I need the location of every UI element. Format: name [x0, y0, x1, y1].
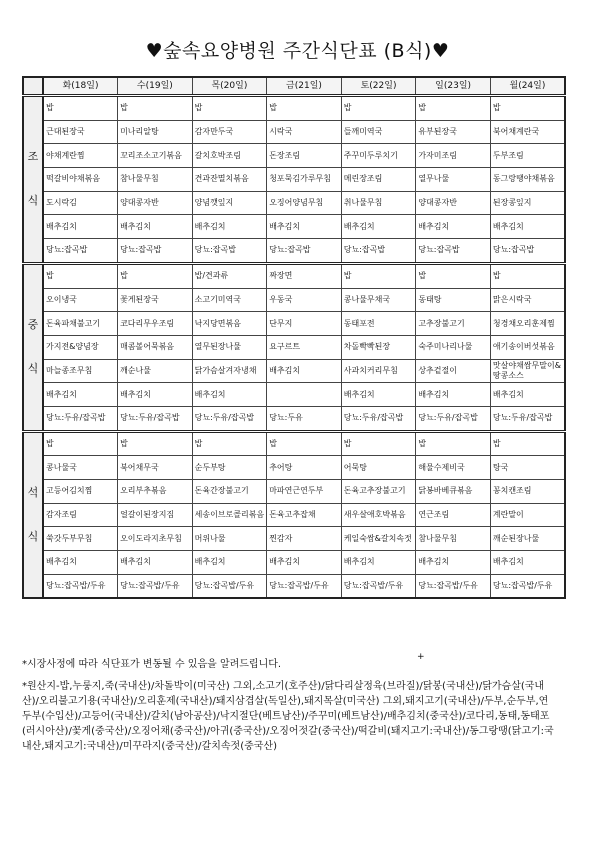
- menu-cell: 해물수제비국: [416, 456, 491, 480]
- menu-cell: 밥: [416, 96, 491, 121]
- menu-cell: 돈육간장불고기: [192, 480, 267, 504]
- menu-cell: 배추김치: [43, 215, 118, 239]
- menu-cell: 된장콩잎지: [490, 191, 565, 215]
- menu-cell: 콩나물무채국: [341, 288, 416, 312]
- menu-cell: 밥: [490, 431, 565, 456]
- menu-cell: 돈육고추잡채: [267, 503, 342, 527]
- meal-row: [23, 215, 565, 239]
- plus-marker: +: [417, 652, 425, 662]
- menu-cell: 견과잔멸치볶음: [192, 168, 267, 192]
- menu-cell: 배추김치: [43, 383, 118, 407]
- menu-cell: 매콤볼어묵볶음: [118, 335, 193, 359]
- menu-cell: 취나물무침: [341, 191, 416, 215]
- menu-cell: 배추김치: [416, 215, 491, 239]
- menu-cell: 배추김치: [192, 551, 267, 575]
- menu-cell: 연근조림: [416, 503, 491, 527]
- day-header-row: [23, 77, 565, 96]
- menu-cell: 당뇨:잡곡밥: [192, 239, 267, 264]
- menu-cell: 배추김치: [118, 551, 193, 575]
- menu-cell: 당뇨:잡곡밥: [341, 239, 416, 264]
- menu-cell: 주꾸미두루치기: [341, 144, 416, 168]
- menu-cell: 당뇨:두유/잡곡밥: [43, 406, 118, 431]
- menu-cell: 당뇨:잡곡밥: [490, 239, 565, 264]
- menu-cell: 감자만두국: [192, 120, 267, 144]
- menu-cell: 꽁치캔조림: [490, 480, 565, 504]
- meal-label: 조 식: [23, 96, 43, 264]
- menu-cell: 차돌빡빡된장: [341, 335, 416, 359]
- menu-cell: 배추김치: [118, 383, 193, 407]
- menu-cell: 북어채계란국: [490, 120, 565, 144]
- page-title: ♥숲속요양병원 주간식단표 (B식)♥: [145, 40, 450, 62]
- menu-cell: 마파연근연두부: [267, 480, 342, 504]
- menu-cell: 밥: [267, 431, 342, 456]
- day-header: 목(20일): [192, 77, 267, 96]
- menu-cell: 애기송이버섯볶음: [490, 335, 565, 359]
- menu-cell: 꽃게된장국: [118, 288, 193, 312]
- menu-cell: [267, 383, 342, 407]
- menu-cell: 당뇨:잡곡밥/두유: [118, 574, 193, 598]
- meal-row: [23, 144, 565, 168]
- menu-cell: 밥: [416, 263, 491, 288]
- menu-cell: 열무나물: [416, 168, 491, 192]
- meal-row: [23, 503, 565, 527]
- menu-cell: 오징어양념무침: [267, 191, 342, 215]
- menu-cell: 미나리알탕: [118, 120, 193, 144]
- menu-cell: 코다리무우조림: [118, 312, 193, 336]
- menu-cell: 밥: [416, 431, 491, 456]
- menu-cell: 순두부탕: [192, 456, 267, 480]
- menu-cell: 배추김치: [490, 383, 565, 407]
- menu-cell: 배추김치: [118, 215, 193, 239]
- menu-cell: 배추김치: [267, 359, 342, 383]
- menu-cell: 배추김치: [416, 383, 491, 407]
- menu-cell: 돈장조림: [267, 144, 342, 168]
- meal-row: [23, 527, 565, 551]
- menu-cell: 밥: [267, 96, 342, 121]
- menu-cell: 밥: [192, 96, 267, 121]
- menu-cell: 배추김치: [43, 551, 118, 575]
- menu-cell: 양대콩자반: [118, 191, 193, 215]
- day-header: 월(24일): [490, 77, 565, 96]
- menu-cell: 유부된장국: [416, 120, 491, 144]
- menu-cell: 당뇨:잡곡밥/두유: [341, 574, 416, 598]
- menu-cell: 숙주미나리나물: [416, 335, 491, 359]
- menu-cell: 밥: [192, 431, 267, 456]
- menu-cell: 밥: [118, 96, 193, 121]
- meal-row: [23, 168, 565, 192]
- menu-cell: 당뇨:잡곡밥: [118, 239, 193, 264]
- meal-label: 석 식: [23, 431, 43, 598]
- meal-row: [23, 431, 565, 456]
- meal-row: [23, 263, 565, 288]
- menu-cell: 근대된장국: [43, 120, 118, 144]
- menu-cell: 돈육고추장불고기: [341, 480, 416, 504]
- menu-cell: 배추김치: [341, 215, 416, 239]
- menu-cell: 배추김치: [490, 215, 565, 239]
- menu-cell: 당뇨:두유/잡곡밥: [416, 406, 491, 431]
- meal-row: [23, 288, 565, 312]
- meal-row: [23, 551, 565, 575]
- menu-cell: 세송이브로콜리볶음: [192, 503, 267, 527]
- menu-cell: 맛살야채쌈무말이&땅콩소스: [490, 359, 565, 383]
- menu-cell: 콩나물국: [43, 456, 118, 480]
- menu-cell: 밥: [490, 263, 565, 288]
- meal-row: [23, 335, 565, 359]
- menu-cell: 동태포전: [341, 312, 416, 336]
- menu-cell: 얼갈이된장지짐: [118, 503, 193, 527]
- menu-cell: 감자조림: [43, 503, 118, 527]
- menu-cell: 배추김치: [341, 551, 416, 575]
- notice-text: *시장사정에 따라 식단표가 변동될 수 있음을 알려드립니다.: [22, 659, 282, 670]
- menu-cell: 닭가슴살겨자냉채: [192, 359, 267, 383]
- day-header: 화(18일): [43, 77, 118, 96]
- menu-cell: 오이도라지초무침: [118, 527, 193, 551]
- menu-cell: 당뇨:잡곡밥/두유: [267, 574, 342, 598]
- menu-cell: 당뇨:잡곡밥: [267, 239, 342, 264]
- menu-cell: 두부조림: [490, 144, 565, 168]
- menu-cell: 밥/견과류: [192, 263, 267, 288]
- meal-row: [23, 480, 565, 504]
- menu-cell: 추어탕: [267, 456, 342, 480]
- menu-cell: 오리부추볶음: [118, 480, 193, 504]
- menu-cell: 밥: [490, 96, 565, 121]
- menu-cell: 마늘종조무침: [43, 359, 118, 383]
- notes: [22, 657, 554, 761]
- menu-cell: 고추장불고기: [416, 312, 491, 336]
- menu-cell: 밥: [341, 263, 416, 288]
- meal-row: [23, 312, 565, 336]
- menu-cell: 닭봉바베큐볶음: [416, 480, 491, 504]
- menu-cell: 당뇨:잡곡밥/두유: [192, 574, 267, 598]
- day-header: 일(23일): [416, 77, 491, 96]
- menu-cell: 떡갈비야채볶음: [43, 168, 118, 192]
- menu-cell: 요구르트: [267, 335, 342, 359]
- menu-cell: 당뇨:잡곡밥/두유: [490, 574, 565, 598]
- menu-cell: 갈치호박조림: [192, 144, 267, 168]
- menu-cell: 배추김치: [341, 383, 416, 407]
- menu-cell: 당뇨:두유/잡곡밥: [341, 406, 416, 431]
- menu-cell: 어묵탕: [341, 456, 416, 480]
- menu-cell: 동그랑땡야채볶음: [490, 168, 565, 192]
- menu-cell: 청경채오리훈제찜: [490, 312, 565, 336]
- menu-cell: 상추겉절이: [416, 359, 491, 383]
- menu-cell: 배추김치: [416, 551, 491, 575]
- day-header: 금(21일): [267, 77, 342, 96]
- meal-label: 중 식: [23, 263, 43, 431]
- menu-cell: 도시락김: [43, 191, 118, 215]
- menu-cell: 당뇨:두유/잡곡밥: [490, 406, 565, 431]
- menu-cell: 밥: [341, 431, 416, 456]
- menu-cell: 당뇨:두유/잡곡밥: [118, 406, 193, 431]
- menu-cell: 밥: [118, 263, 193, 288]
- menu-cell: 참나물무침: [416, 527, 491, 551]
- meal-row: [23, 456, 565, 480]
- meal-row: [23, 383, 565, 407]
- menu-cell: 동태탕: [416, 288, 491, 312]
- menu-cell: 야채계란찜: [43, 144, 118, 168]
- menu-cell: 오이냉국: [43, 288, 118, 312]
- menu-cell: 단무지: [267, 312, 342, 336]
- day-header: 수(19일): [118, 77, 193, 96]
- menu-cell: 케일숙쌈&갈치속젓: [341, 527, 416, 551]
- menu-cell: 참나물무침: [118, 168, 193, 192]
- menu-cell: 맑은시락국: [490, 288, 565, 312]
- menu-cell: 밥: [118, 431, 193, 456]
- menu-cell: 들깨미역국: [341, 120, 416, 144]
- menu-cell: 머위나물: [192, 527, 267, 551]
- menu-cell: 양대콩자반: [416, 191, 491, 215]
- menu-cell: 낙지당면볶음: [192, 312, 267, 336]
- meal-row: [23, 359, 565, 383]
- menu-cell: 당뇨:잡곡밥/두유: [43, 574, 118, 598]
- menu-cell: 당뇨:잡곡밥: [416, 239, 491, 264]
- menu-cell: 짜장면: [267, 263, 342, 288]
- menu-cell: 돈육파채불고기: [43, 312, 118, 336]
- menu-cell: 가자미조림: [416, 144, 491, 168]
- menu-cell: 시락국: [267, 120, 342, 144]
- meal-row: [23, 120, 565, 144]
- menu-cell: 밥: [43, 263, 118, 288]
- meal-row: [23, 239, 565, 264]
- menu-cell: 탕국: [490, 456, 565, 480]
- menu-cell: 고등어김치찜: [43, 480, 118, 504]
- menu-cell: 북어채무국: [118, 456, 193, 480]
- menu-cell: 꼬리조소고기볶음: [118, 144, 193, 168]
- origin-text: *원산지-밥,누룽지,죽(국내산)/차돌박이(미국산) 그외,소고기(호주산)/닭다리살정육(브라질)/닭봉(국내산)/닭가슴살(국내산)/오리불고기용(국내산)/오리훈제(국내산)/돼지삼겹살(독일산),돼지목살(미국산) 그외,돼지고기(국내산)/두부,순두부,연두부(수입산)/고등어(국내산)/갈치(남아공산)/낙지절단(베트남산)/주꾸미(베트남산)/배추김치(중국산)/코다리,동태,동태포(러시아산)/꽃게(중국산)/오징어채(중국산)/아귀(중국산)/오징어젓갈(중국산)/떡갈비(돼지고기:국내산)/동그랑땡(닭고기:국내산,돼지고기:국내산)/미꾸라지(중국산)/갈치속젓(중국산): [22, 681, 554, 752]
- menu-cell: 깨순나물: [118, 359, 193, 383]
- menu-cell: 배추김치: [490, 551, 565, 575]
- menu-cell: 배추김치: [192, 383, 267, 407]
- menu-cell: 양념깻잎지: [192, 191, 267, 215]
- meal-row: [23, 191, 565, 215]
- day-header: 토(22일): [341, 77, 416, 96]
- menu-cell: 새우살애호박볶음: [341, 503, 416, 527]
- menu-cell: 깨순된장나물: [490, 527, 565, 551]
- menu-cell: 당뇨:두유: [267, 406, 342, 431]
- menu-cell: 우동국: [267, 288, 342, 312]
- menu-cell: 열무된장나물: [192, 335, 267, 359]
- weekly-menu-table: [22, 76, 566, 599]
- menu-cell: 쑥갓두부무침: [43, 527, 118, 551]
- menu-cell: 밥: [43, 96, 118, 121]
- menu-cell: 청포묵김가루무침: [267, 168, 342, 192]
- menu-cell: 소고기미역국: [192, 288, 267, 312]
- menu-body: [23, 96, 565, 599]
- meal-row: [23, 406, 565, 431]
- corner-cell: [23, 77, 43, 96]
- menu-cell: 당뇨:두유/잡곡밥: [192, 406, 267, 431]
- menu-cell: 메린장조림: [341, 168, 416, 192]
- menu-cell: 배추김치: [267, 551, 342, 575]
- menu-cell: 당뇨:잡곡밥/두유: [416, 574, 491, 598]
- menu-cell: 밥: [341, 96, 416, 121]
- menu-cell: 밥: [43, 431, 118, 456]
- menu-cell: 계란말이: [490, 503, 565, 527]
- meal-row: [23, 574, 565, 598]
- menu-cell: 배추김치: [192, 215, 267, 239]
- menu-cell: 찐감자: [267, 527, 342, 551]
- menu-cell: 가지전&양념장: [43, 335, 118, 359]
- meal-row: [23, 96, 565, 121]
- menu-cell: 당뇨:잡곡밥: [43, 239, 118, 264]
- menu-cell: 배추김치: [267, 215, 342, 239]
- menu-cell: 사과치커리무침: [341, 359, 416, 383]
